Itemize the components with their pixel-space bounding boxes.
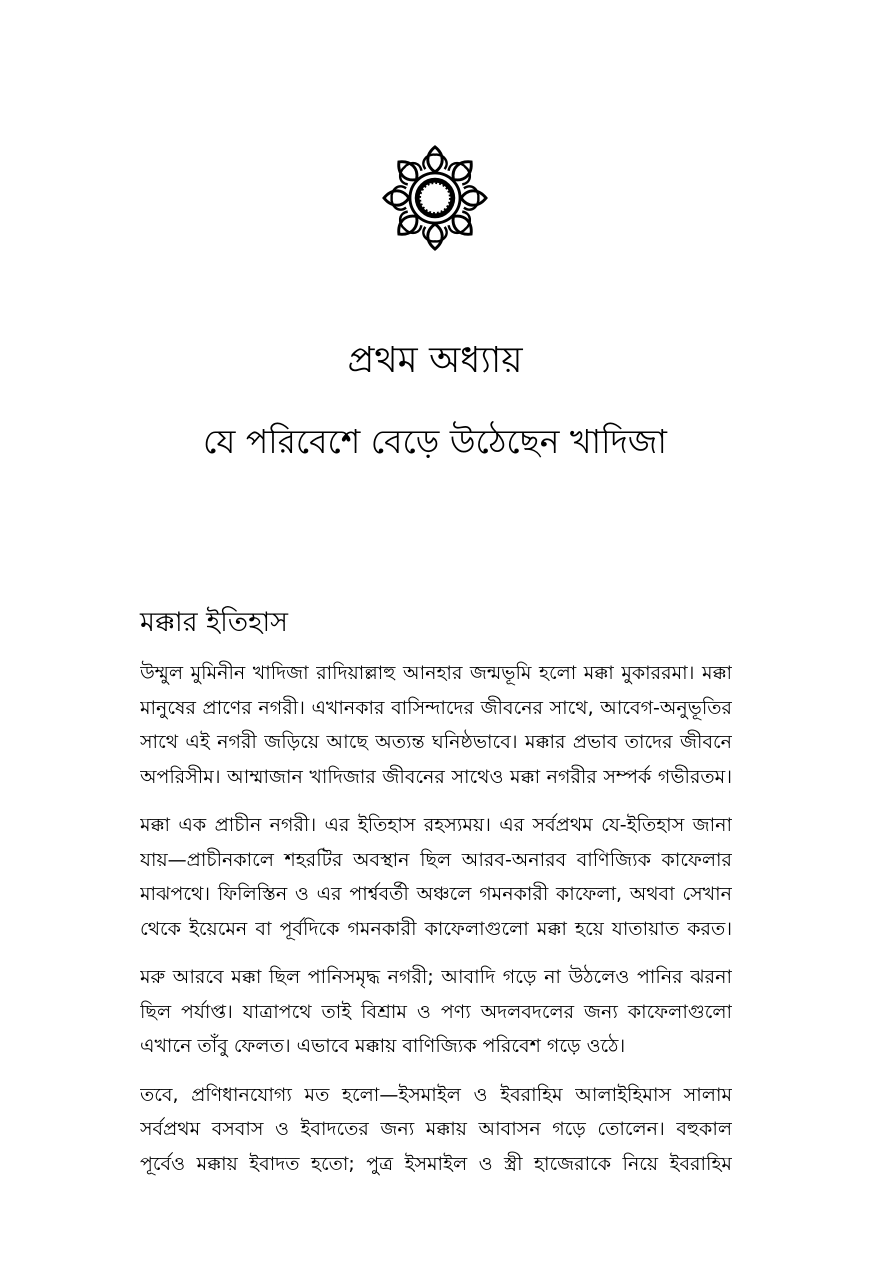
lotus-medallion-icon xyxy=(382,143,488,253)
text-line: মক্কা এক প্রাচীন নগরী। এর ইতিহাস রহস্যময়। এর সর্বপ্রথম যে-ইতিহাস জানা xyxy=(140,814,732,836)
text-line: পূর্বেও মক্কায় ইবাদত হতো; পুত্র ইসমাইল ও স্ত্রী হাজেরাকে নিয়ে ইবরাহিম xyxy=(140,1152,732,1175)
text-line: উম্মুল মুমিনীন খাদিজা রাদিয়াল্লাহু আনহার জন্মভূমি হলো মক্কা মুকাররমা। মক্কা xyxy=(140,662,732,684)
text-line: এখানে তাঁবু ফেলত। এভাবে মক্কায় বাণিজ্যিক পরিবেশ গড়ে ওঠে। xyxy=(140,1035,626,1057)
text-line: মরু আরবে মক্কা ছিল পানিসমৃদ্ধ নগরী; আবাদি গড়ে না উঠলেও পানির ঝরনা xyxy=(140,966,732,988)
text-line: মাঝপথে। ফিলিস্তিন ও এর পার্শ্ববর্তী অঞ্চলে গমনকারী কাফেলা, অথবা সেখান xyxy=(140,883,732,905)
text-line: ছিল পর্যাপ্ত। যাত্রাপথে তাই বিশ্রাম ও পণ্য অদলবদলের জন্য কাফেলাগুলো xyxy=(140,1000,732,1023)
text-line: সাথে এই নগরী জড়িয়ে আছে অত্যন্ত ঘনিষ্ঠভাবে। মক্কার প্রভাব তাদের জীবনে xyxy=(140,731,732,753)
text-line: মানুষের প্রাণের নগরী। এখানকার বাসিন্দাদের জীবনের সাথে, আবেগ-অনুভূতির xyxy=(140,696,732,719)
text-line: অপরিসীম। আম্মাজান খাদিজার জীবনের সাথেও মক্কা নগরীর সম্পর্ক গভীরতম। xyxy=(140,765,732,788)
body-text xyxy=(140,656,732,1195)
text-line: থেকে ইয়েমেন বা পূর্বদিকে গমনকারী কাফেলাগুলো মক্কা হয়ে যাতায়াত করত। xyxy=(140,917,732,940)
section-heading: মক্কার ইতিহাস xyxy=(140,607,289,638)
paragraph xyxy=(140,1078,732,1182)
text-line: তবে, প্রণিধানযোগ্য মত হলো—ইসমাইল ও ইবরাহিম আলাইহিমাস সালাম xyxy=(140,1083,732,1106)
paragraph xyxy=(140,960,732,1064)
paragraph xyxy=(140,808,732,946)
chapter-title: যে পরিবেশে বেড়ে উঠেছেন খাদিজা xyxy=(202,422,667,461)
chapter-number: প্রথম অধ্যায় xyxy=(347,340,523,381)
text-line: যায়—প্রাচীনকালে শহরটির অবস্থান ছিল আরব-অনারব বাণিজ্যিক কাফেলার xyxy=(140,848,732,871)
paragraph xyxy=(140,656,732,794)
text-line: সর্বপ্রথম বসবাস ও ইবাদতের জন্য মক্কায় আবাসন গড়ে তোলেন। বহুকাল xyxy=(140,1118,732,1140)
